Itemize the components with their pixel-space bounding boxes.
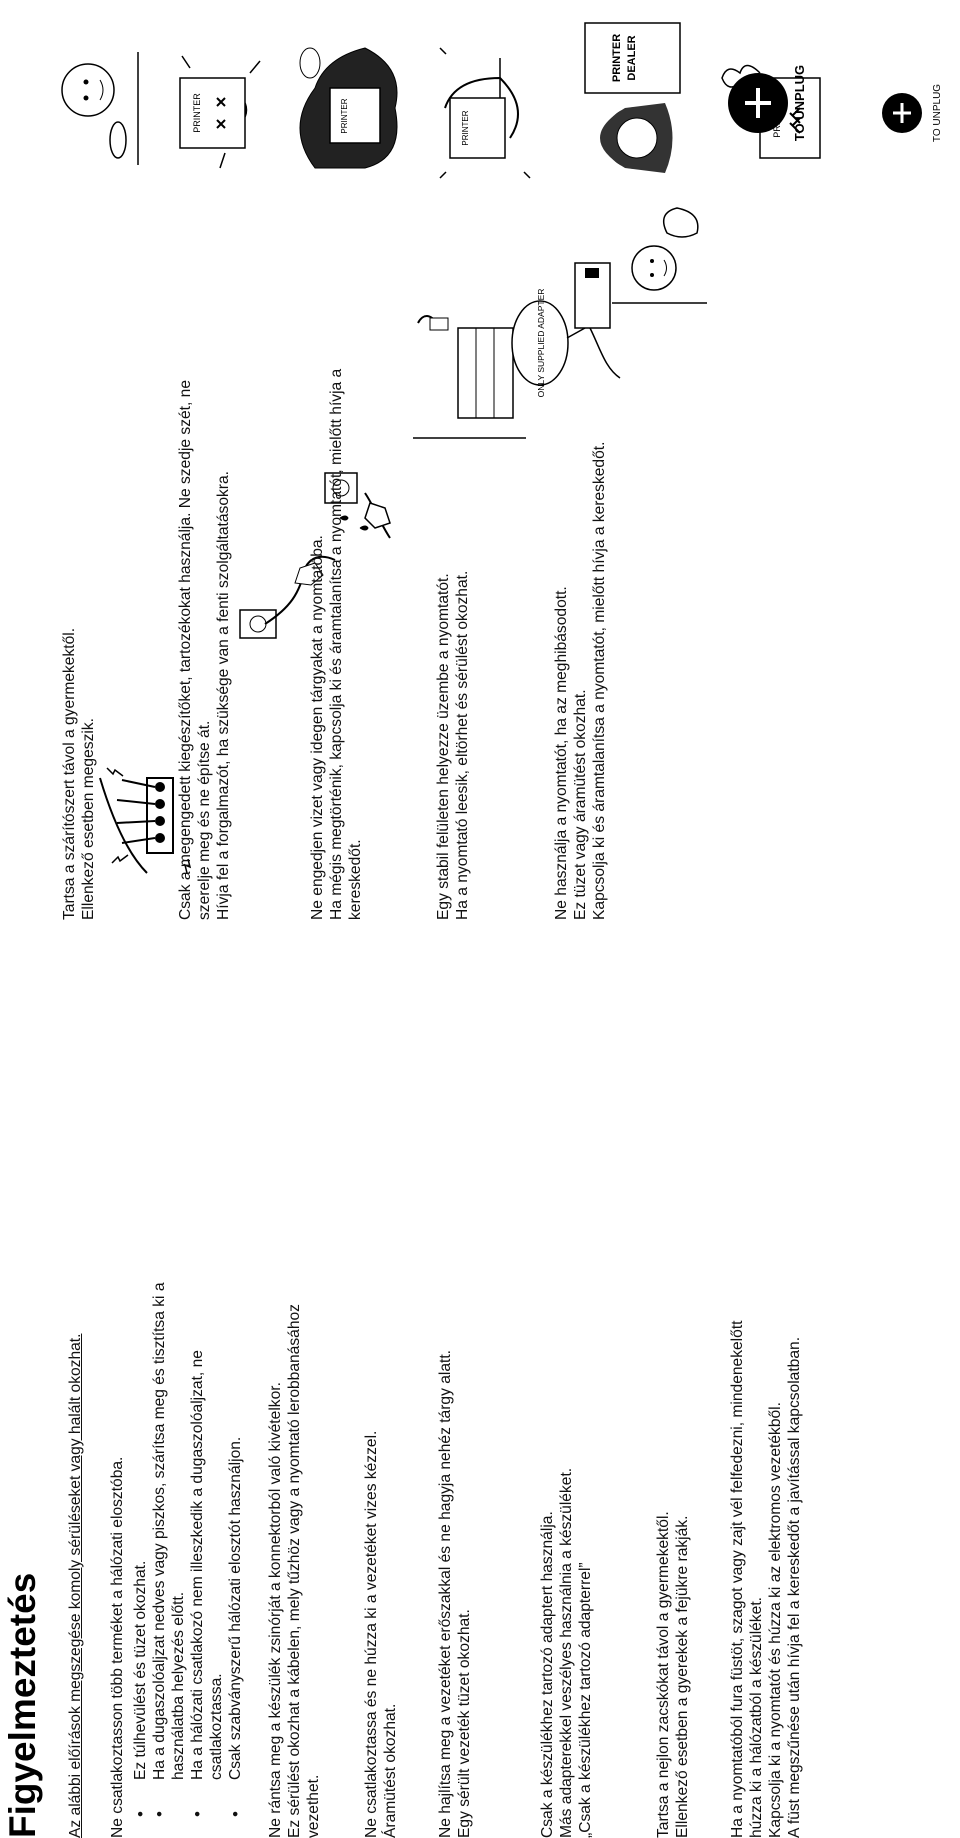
smoke-text-2: Kapcsolja ki a nyomtatót és húzza ki az elektromos vezetékből.: [767, 1402, 784, 1838]
power-strip-bullets: [131, 1278, 245, 1838]
broken-text-2: Ez tüzet vagy áramütést okozhat.: [572, 689, 589, 920]
accessories-text-2: Hívja fel a forgalmazót, ha szüksége van a fenti szolgáltatásokra.: [215, 471, 232, 920]
smoke-text-1: Ha a nyomtatóból fura füstöt, szagot vagy zajt vél felfedezni, mindenekelőtt húzza ki a hálózatból a készüléket.: [729, 1320, 765, 1838]
desiccant-section: [60, 360, 98, 920]
bend-cord-section: [436, 1278, 474, 1838]
printer-label-3: PRINTER: [461, 110, 470, 146]
to-unplug-badge-small: [880, 53, 950, 173]
smoke-section: [728, 1278, 804, 1838]
bullet-item: • Csak szabványszerű hálózati elosztót használjon.: [226, 1278, 245, 1780]
to-unplug-badge: [720, 8, 810, 198]
disassembled-printer-illustration: [160, 48, 270, 178]
desiccant-text-2: Ellenkező esetben megeszik.: [80, 718, 97, 920]
broken-text-1: Ne használja a nyomtatót, ha az meghibásodott.: [553, 586, 570, 920]
wet-hands-text-2: Áramütést okozhat.: [382, 1703, 399, 1838]
wet-hands-section: [362, 1278, 400, 1838]
plastic-bag-text-1: Tartsa a nejlon zacskókat távol a gyermekektől.: [655, 1511, 672, 1838]
power-strip-text: Ne csatlakoztasson több terméket a hálózati elosztóba.: [109, 1456, 126, 1838]
water-text-2: Ha mégis megtörténik, kapcsolja ki és áramtalanítsa a nyomtatót, mielőtt hívja a kereskedőt.: [328, 368, 364, 920]
water-spill-printer-illustration: [285, 38, 415, 188]
bullet-item: • Ez túlhevülést és tüzet okozhat.: [131, 1278, 150, 1780]
stable-section: [434, 360, 472, 920]
printer-dealer-label-2: DEALER: [626, 35, 638, 81]
smoke-text-3: A füst megszűnése után hívja fel a kereskedőt a javítással kapcsolatban.: [786, 1336, 803, 1838]
stable-text-1: Egy stabil felületen helyezze üzembe a nyomtatót.: [435, 573, 452, 920]
bullet-item: • Ha a hálózati csatlakozó nem illeszkedik a dugaszolóaljzat, ne csatlakoztassa.: [188, 1278, 226, 1780]
adapter-text-3: „Csak a készülékhez tartozó adapterrel”: [577, 1562, 594, 1838]
stable-text-2: Ha a nyomtató leesik, eltörhet és sérülést okozhat.: [454, 570, 471, 920]
broken-text-3: Kapcsolja ki és áramtalanítsa a nyomtatót, mielőtt hívja a kereskedőt.: [591, 441, 608, 920]
to-unplug-label: TO UNPLUG: [792, 64, 807, 142]
adapter-text-1: Csak a készülékhez tartozó adaptert használja.: [539, 1511, 556, 1838]
pull-cord-text-2: Ez sérülést okozhat a kábelen, mely tűzhöz vagy a nyomtató lerobbanásához vezethet.: [286, 1304, 322, 1838]
desiccant-text-1: Tartsa a szárítószert távol a gyermekektől.: [61, 627, 78, 920]
broken-section: [552, 360, 609, 920]
bend-cord-text-2: Egy sérült vezeték tüzet okozhat.: [456, 1609, 473, 1838]
wet-hands-text-1: Ne csatlakoztassa és ne húzza ki a vezetéket vizes kézzel.: [363, 1430, 380, 1838]
plastic-bag-section: [654, 1278, 692, 1838]
accessories-section: [176, 360, 233, 920]
child-with-desiccant-illustration: [28, 45, 153, 170]
call-printer-dealer-illustration: [565, 18, 715, 193]
printer-dealer-label-1: PRINTER: [611, 33, 623, 83]
bend-cord-text-1: Ne hajlítsa meg a vezetéket erőszakkal és ne hagyja nehéz tárgy alatt.: [437, 1349, 454, 1838]
to-unplug-label-small: TO UNPLUG: [932, 83, 943, 143]
plastic-bag-text-2: Ellenkező esetben a gyerekek a fejükre rakják.: [674, 1515, 691, 1838]
water-text-1: Ne engedjen vizet vagy idegen tárgyakat a nyomtatóba.: [309, 535, 326, 920]
power-strip-section: [108, 1278, 245, 1838]
falling-printer-illustration: [430, 38, 550, 188]
printer-label-2: PRINTER: [340, 98, 349, 134]
only-supplied-adapter-label: ONLY SUPPLIED ADAPTER: [536, 288, 546, 398]
accessories-text-1: Csak a megengedett kiegészítőket, tartozékokat használja. Ne szedje szét, ne szerelje meg és ne építse át.: [177, 379, 213, 920]
water-section: [308, 360, 365, 920]
adapter-text-2: Más adapterekkel veszélyes használnia a készüléket.: [558, 1467, 575, 1838]
intro-warning: Az alábbi előírások megszegése komoly sérüléseket vagy halált okozhat.: [67, 1333, 84, 1838]
adapter-section: [538, 1278, 595, 1838]
pull-cord-section: [266, 1278, 323, 1838]
page-title: Figyelmeztetés: [2, 1572, 43, 1838]
bullet-item: • Ha a dugaszolóaljzat nedves vagy piszkos, szárítsa meg és tisztítsa ki a használatba helyezés előtt.: [150, 1278, 188, 1780]
printer-label-1: PRINTER: [192, 93, 202, 133]
pull-cord-text-1: Ne rántsa meg a készülék zsinórját a konnektorból való kivételkor.: [267, 1382, 284, 1838]
